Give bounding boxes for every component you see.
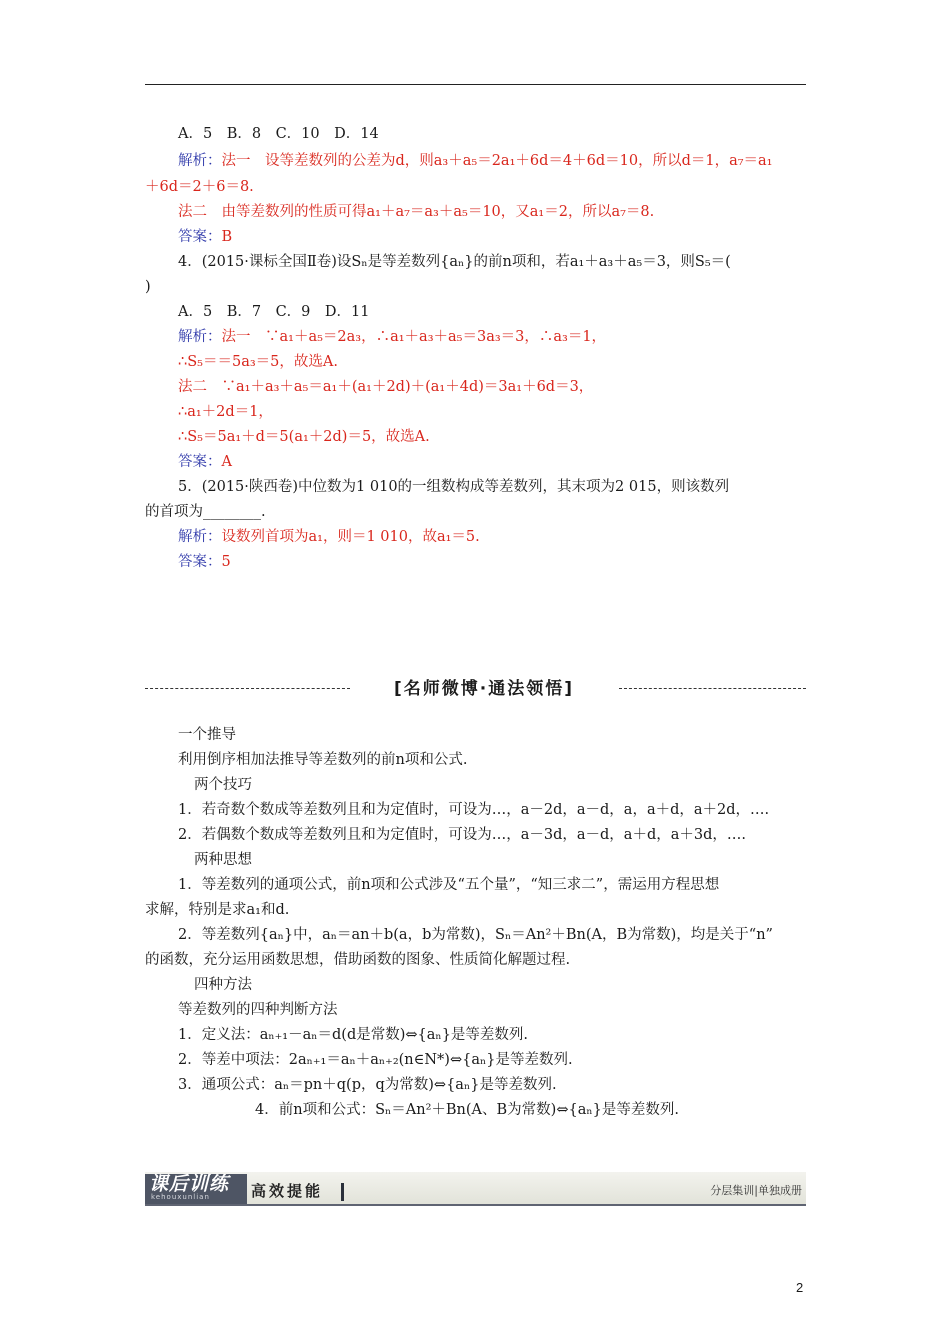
section-header-dash-left (145, 688, 350, 689)
q4-method2-line2: ∴a₁＋2d＝1， (178, 404, 273, 420)
after-class-banner (145, 1172, 806, 1206)
q3-method1-line1: 解析：法一 设等差数列的公差为d，则a₃＋a₅＝2a₁＋6d＝4＋6d＝10，所以d＝1，a₇＝a₁ (178, 153, 773, 169)
section-header-dash-right (619, 688, 806, 689)
banner-underline (145, 1204, 806, 1206)
summary-line: 3．通项公式：aₙ＝pn＋q(p，q为常数)⇔{aₙ}是等差数列. (178, 1077, 557, 1093)
summary-heading-4: 四种方法 (194, 977, 252, 993)
q5-stem-line1: 5．(2015·陕西卷)中位数为1 010的一组数构成等差数列，其末项为2 015，则该数列 (178, 479, 730, 495)
page-number: 2 (796, 1280, 804, 1295)
q4-method2-line3: ∴S₅＝5a₁＋d＝5(a₁＋2d)＝5，故选A. (178, 429, 430, 445)
summary-line: 的函数，充分运用函数思想，借助函数的图象、性质简化解题过程. (145, 952, 571, 968)
summary-line: 1．等差数列的通项公式，前n项和公式涉及“五个量”，“知三求二”，需运用方程思想 (178, 877, 720, 893)
header-rule (145, 84, 806, 85)
q3-method1-line2: ＋6d＝2＋6＝8. (145, 179, 254, 195)
q3-method2: 法二 由等差数列的性质可得a₁＋a₇＝a₃＋a₅＝10，又a₁＝2，所以a₇＝8. (178, 204, 655, 220)
q3-analysis-label: 解析： (178, 153, 222, 169)
summary-line: 2．若偶数个数成等差数列且和为定值时，可设为…，a－3d，a－d，a＋d，a＋3d，…. (178, 827, 746, 843)
summary-line: 求解，特别是求a₁和d. (145, 902, 290, 918)
banner-subtitle: 高效提能 (251, 1182, 324, 1200)
summary-line: 4．前n项和公式：Sₙ＝An²＋Bn(A、B为常数)⇔{aₙ}是等差数列. (255, 1102, 679, 1118)
q4-method2-line1: 法二 ∵a₁＋a₃＋a₅＝a₁＋(a₁＋2d)＋(a₁＋4d)＝3a₁＋6d＝3， (178, 379, 594, 395)
summary-line: 2．等差中项法：2aₙ₊₁＝aₙ＋aₙ₊₂(n∈N*)⇔{aₙ}是等差数列. (178, 1052, 573, 1068)
q4-stem-line2: ) (145, 279, 151, 295)
q5-stem-line2: 的首项为________. (145, 504, 266, 520)
q4-method1-line2: ∴S₅＝＝5a₃＝5，故选A. (178, 354, 338, 370)
summary-heading-1: 一个推导 (178, 727, 236, 743)
banner-separator (341, 1183, 344, 1201)
q3-options: A．5 B．8 C．10 D．14 (178, 126, 379, 142)
q4-answer: 答案：A (178, 454, 232, 470)
section-header-title: [名师微博·通法领悟] (394, 679, 574, 699)
summary-line: 1．定义法：aₙ₊₁－aₙ＝d(d是常数)⇔{aₙ}是等差数列. (178, 1027, 529, 1043)
banner-right-text: 分层集训|单独成册 (710, 1184, 802, 1197)
banner-logo-pinyin: kehouxunlian (151, 1193, 210, 1201)
q3-answer: 答案：B (178, 229, 233, 245)
q4-method1-line1: 解析：法一 ∵a₁＋a₅＝2a₃，∴a₁＋a₃＋a₅＝3a₃＝3，∴a₃＝1， (178, 329, 607, 345)
q4-stem-line1: 4．(2015·课标全国Ⅱ卷)设Sₙ是等差数列{aₙ}的前n项和，若a₁＋a₃＋a₅＝3，则S₅＝( (178, 254, 731, 270)
section-header (145, 676, 806, 702)
q4-options: A．5 B．7 C．9 D．11 (178, 304, 370, 320)
banner-logo: 课后训练 (149, 1173, 230, 1195)
summary-line: 1．若奇数个数成等差数列且和为定值时，可设为…，a－2d，a－d，a，a＋d，a＋2d，…. (178, 802, 770, 818)
q5-analysis: 解析：设数列首项为a₁，则＝1 010，故a₁＝5. (178, 529, 480, 545)
summary-line: 利用倒序相加法推导等差数列的前n项和公式. (178, 752, 468, 768)
summary-line: 2．等差数列{aₙ}中，aₙ＝an＋b(a，b为常数)，Sₙ＝An²＋Bn(A，B为常数)，均是关于“n” (178, 927, 773, 943)
summary-line: 等差数列的四种判断方法 (178, 1002, 338, 1018)
summary-heading-3: 两种思想 (194, 852, 252, 868)
summary-heading-2: 两个技巧 (194, 777, 252, 793)
q5-answer: 答案：5 (178, 554, 231, 570)
